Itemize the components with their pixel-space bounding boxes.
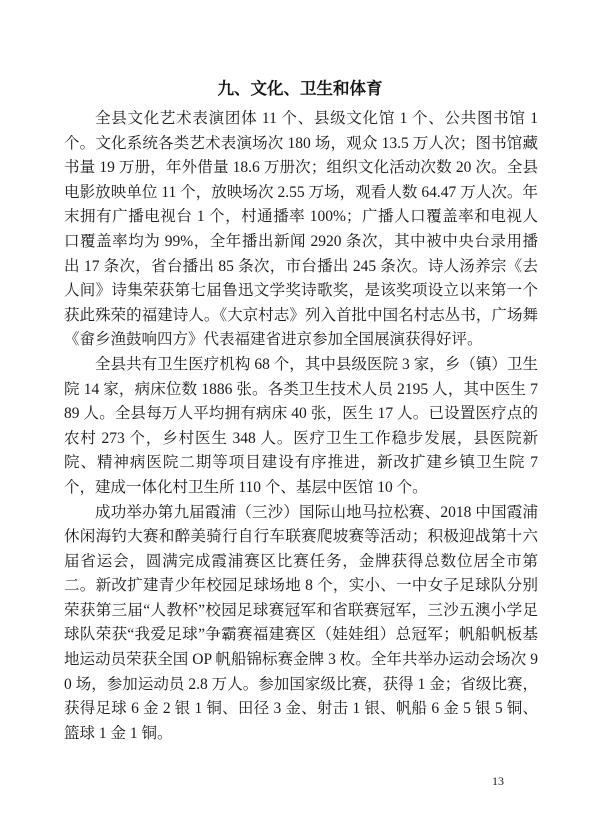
section-title: 九、文化、卫生和体育	[217, 80, 383, 98]
paragraph-health: 全县共有卫生医疗机构 68 个，其中县级医院 3 家，乡（镇）卫生院 14 家，病床位数 1886 张。各类卫生技术人员 2195 人，其中医生 789 人。全县每万人平均拥有病床 40 张，医生 17 人。已设置医疗点的农村 273 个，乡村医生 348 人。医疗卫生工作稳步发展，县医院新院、精神病医院二期等项目建设有序推进，新改扩建乡镇卫生院 7 个，建成一体化村卫生所 110 个、基层中医馆 10 个。	[64, 355, 538, 496]
paragraph-culture: 全县文化艺术表演团体 11 个、县级文化馆 1 个、公共图书馆 1 个。文化系统各类艺术表演场次 180 场，观众 13.5 万人次；图书馆藏书量 19 万册，年外借量 18.6 万册次；组织文化活动次数 20 次。全县电影放映单位 11 个，放映场次 2.55 万场，观看人数 64.47 万人次。年末拥有广播电视台 1 个，村通播率 100%；广播人口覆盖率和电视人口覆盖率均为 99%，全年播出新闻 2920 条次，其中被中央台录用播出 17 条次，省台播出 85 条次，市台播出 245 条次。诗人汤养宗《去人间》诗集荣获第七届鲁迅文学奖诗歌奖，是该奖项设立以来第一个获此殊荣的福建诗人。《大京村志》列入首批中国名村志丛书，广场舞《畲乡渔鼓响四方》代表福建省进京参加全国展演获得好评。	[64, 110, 538, 349]
page-number: 13	[492, 774, 504, 788]
document-body	[64, 107, 538, 746]
paragraph-sports: 成功举办第九届霞浦（三沙）国际山地马拉松赛、2018 中国霞浦休闲海钓大赛和醉美骑行自行车联赛爬坡赛等活动；积极迎战第十六届省运会，圆满完成霞浦赛区比赛任务，金牌获得总数位居全市第二。新改扩建青少年校园足球场地 8 个，实小、一中女子足球队分别荣获第三届“人教杯”校园足球赛冠军和省联赛冠军，三沙五澳小学足球队荣获“我爱足球”争霸赛福建赛区（娃娃组）总冠军；帆船帆板基地运动员荣获全国 OP 帆船锦标赛金牌 3 枚。全年共举办运动会场次 90 场，参加运动员 2.8 万人。参加国家级比赛，获得 1 金；省级比赛，获得足球 6 金 2 银 1 铜、田径 3 金、射击 1 银、帆船 6 金 5 银 5 铜、篮球 1 金 1 铜。	[64, 503, 538, 742]
